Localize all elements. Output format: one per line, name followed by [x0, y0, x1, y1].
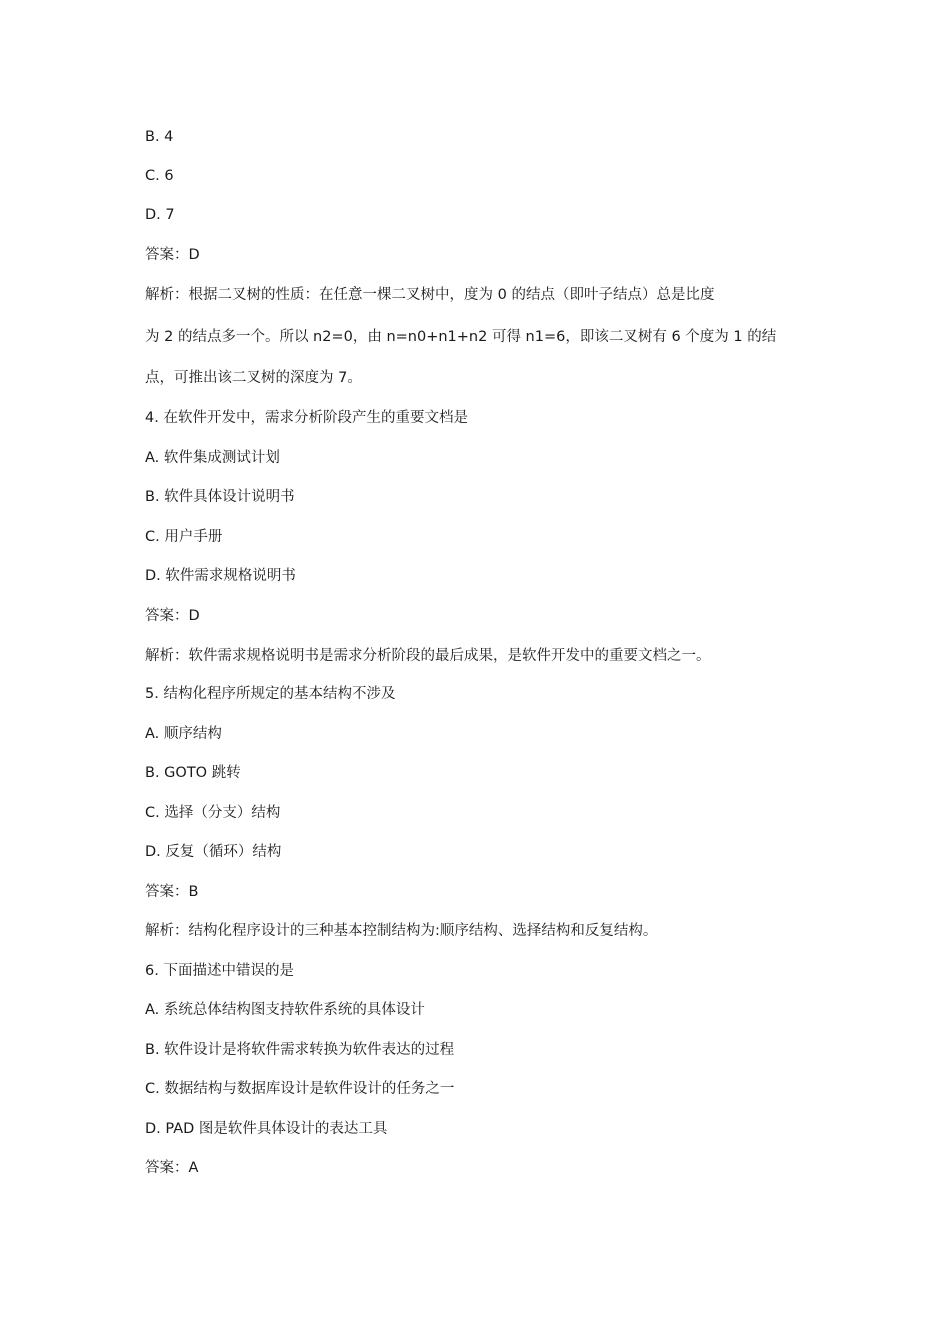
option-c: C. 6 [145, 168, 174, 184]
option-b: B. 软件具体设计说明书 [145, 489, 295, 505]
explanation: 解析：结构化程序设计的三种基本控制结构为:顺序结构、选择结构和反复结构。 [145, 923, 658, 939]
option-a: A. 顺序结构 [145, 726, 222, 742]
question-4: 4. 在软件开发中，需求分析阶段产生的重要文档是 [145, 410, 468, 426]
answer: 答案：D [145, 608, 200, 624]
answer: 答案：D [145, 247, 200, 263]
option-c: C. 数据结构与数据库设计是软件设计的任务之一 [145, 1081, 455, 1097]
answer: 答案：B [145, 884, 199, 900]
option-d: D. 软件需求规格说明书 [145, 568, 296, 584]
question-5: 5. 结构化程序所规定的基本结构不涉及 [145, 686, 396, 702]
option-b: B. GOTO 跳转 [145, 765, 241, 781]
option-d: D. 7 [145, 207, 175, 223]
question-6: 6. 下面描述中错误的是 [145, 963, 294, 979]
explanation: 解析：根据二叉树的性质：在任意一棵二叉树中，度为 0 的结点（即叶子结点）总是比度 [145, 287, 715, 303]
option-a: A. 系统总体结构图支持软件系统的具体设计 [145, 1002, 425, 1018]
explanation-continued: 为 2 的结点多一个。所以 n2=0，由 n=n0+n1+n2 可得 n1=6，即该二叉树有 6 个度为 1 的结 [145, 329, 777, 345]
answer: 答案：A [145, 1160, 199, 1176]
option-b: B. 软件设计是将软件需求转换为软件表达的过程 [145, 1042, 455, 1058]
explanation-continued: 点，可推出该二叉树的深度为 7。 [145, 370, 362, 386]
option-a: A. 软件集成测试计划 [145, 450, 280, 466]
option-d: D. 反复（循环）结构 [145, 844, 282, 860]
option-d: D. PAD 图是软件具体设计的表达工具 [145, 1121, 388, 1137]
option-b: B. 4 [145, 129, 174, 145]
explanation: 解析：软件需求规格说明书是需求分析阶段的最后成果，是软件开发中的重要文档之一。 [145, 648, 711, 664]
option-c: C. 用户手册 [145, 529, 223, 545]
option-c: C. 选择（分支）结构 [145, 805, 281, 821]
